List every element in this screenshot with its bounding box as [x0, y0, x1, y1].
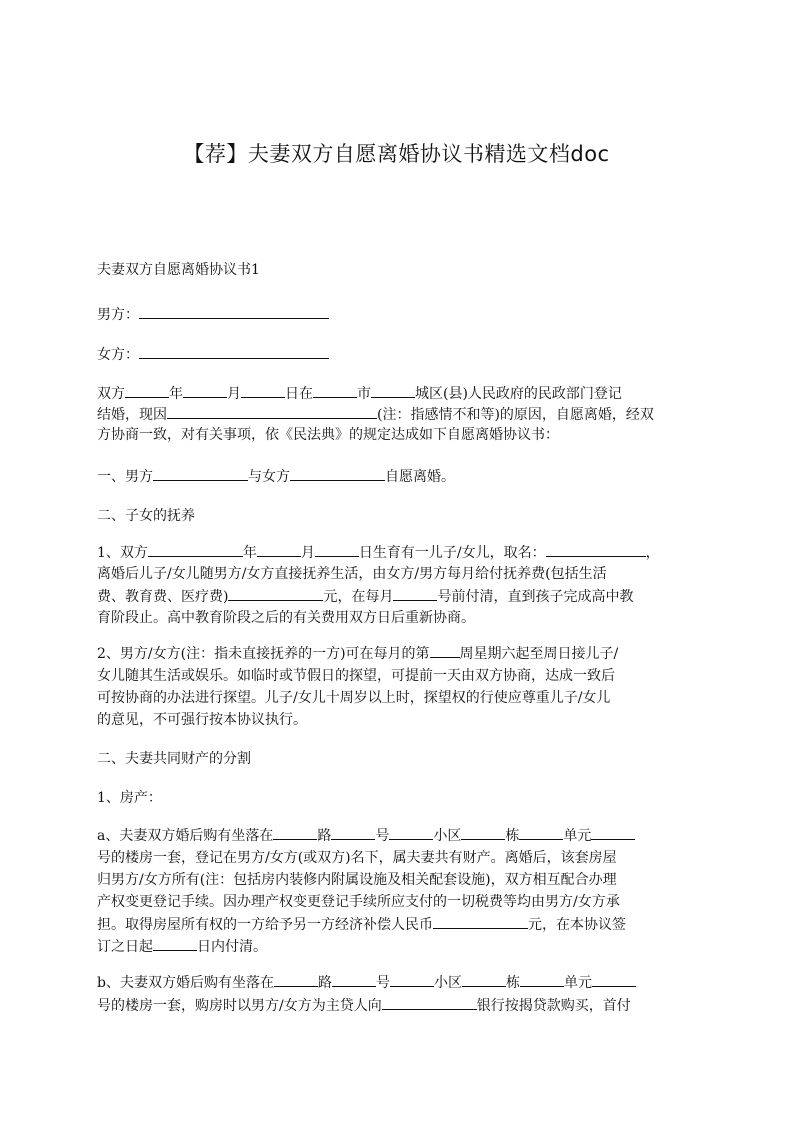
section-heading: 二、子女的抚养 — [97, 508, 195, 524]
road-blank — [273, 825, 317, 840]
agreement-heading: 夫妻双方自愿离婚协议书1 — [97, 262, 260, 278]
days-blank — [153, 936, 197, 951]
paragraph-line: 号的楼房一套，登记在男方/女方(或双方)名下，属夫妻共有财产。离婚后，该套房屋 — [97, 850, 617, 866]
paragraph-line: 订之日起 日内付清。 — [97, 936, 702, 957]
year-blank — [125, 383, 169, 398]
community-blank — [390, 972, 434, 987]
paragraph-line: 结婚，现因 (注：指感情不和等)的原因，自愿离婚，经双 — [97, 404, 702, 425]
paragraph-line: 可按协商的办法进行探望。儿子/女儿十周岁以上时，探望权的行使应尊重儿子/女儿 — [97, 690, 611, 706]
bank-blank — [382, 995, 477, 1010]
day-blank — [315, 542, 359, 557]
month-blank — [183, 383, 227, 398]
paragraph-line: b、夫妻双方婚后购有坐落在 路 号 小区 栋 单元 — [97, 972, 702, 993]
paragraph-line: 离婚后儿子/女儿随男方/女方直接抚养生活，由女方/男方每月给付抚养费(包括生活 — [97, 566, 607, 582]
room-blank — [591, 825, 635, 840]
district-blank — [371, 383, 415, 398]
number-blank — [331, 825, 375, 840]
building-blank — [461, 825, 505, 840]
year-blank — [148, 542, 243, 557]
pay-day-blank — [393, 586, 437, 601]
section-heading: 二、夫妻共同财产的分割 — [97, 751, 251, 767]
road-blank — [274, 972, 318, 987]
support-amount-blank — [228, 586, 323, 601]
document-title: 【荐】夫妻双方自愿离婚协议书精选文档doc — [183, 142, 610, 166]
paragraph-line: 的意见，不可强行按本协议执行。 — [97, 712, 307, 728]
paragraph-line: 产权变更登记手续。因办理产权变更登记手续所应支付的一切税费等均由男方/女方承 — [97, 894, 620, 910]
room-blank — [592, 972, 636, 987]
building-blank — [462, 972, 506, 987]
paragraph-line: 双方 年 月 日在 市 城区(县)人民政府的民政部门登记 — [97, 383, 702, 404]
city-blank — [313, 383, 357, 398]
day-blank — [241, 383, 285, 398]
paragraph-line: 育阶段止。高中教育阶段之后的有关费用双方日后重新协商。 — [97, 610, 475, 626]
male-label: 男方： — [97, 307, 139, 323]
paragraph-line: 1、双方 年 月 日生育有一儿子/女儿，取名： ， — [97, 542, 702, 563]
compensation-blank — [433, 914, 528, 929]
paragraph-line: 担。取得房屋所有权的一方给予另一方经济补偿人民币 元，在本协议签 — [97, 914, 702, 935]
female-name-blank — [139, 344, 329, 359]
community-blank — [389, 825, 433, 840]
female-blank — [290, 466, 385, 481]
paragraph-line: 归男方/女方所有(注：包括房内装修内附属设施及相关配套设施)，双方相互配合办理 — [97, 872, 617, 888]
male-name-blank — [139, 304, 329, 319]
month-blank — [257, 542, 301, 557]
female-party-line — [97, 344, 702, 365]
unit-blank — [520, 972, 564, 987]
male-blank — [153, 466, 248, 481]
week-blank — [430, 643, 460, 658]
child-name-blank — [546, 542, 646, 557]
male-party-line — [97, 304, 702, 325]
section-one-line: 一、男方 与女方 自愿离婚。 — [97, 466, 702, 487]
number-blank — [332, 972, 376, 987]
paragraph-line: 方协商一致，对有关事项，依《民法典》的规定达成如下自愿离婚协议书： — [97, 427, 559, 443]
paragraph-line: 女儿随其生活或娱乐。如临时或节假日的探望，可提前一天由双方协商，达成一致后 — [97, 668, 615, 684]
paragraph-line: 费、教育费、医疗费) 元，在每月 号前付清，直到孩子完成高中教 — [97, 586, 702, 607]
house-heading: 1、房产： — [97, 790, 162, 806]
female-label: 女方： — [97, 347, 139, 363]
unit-blank — [519, 825, 563, 840]
paragraph-line: 2、男方/女方(注：指未直接抚养的一方)可在每月的第 周星期六起至周日接儿子/ — [97, 643, 702, 664]
paragraph-line: 号的楼房一套，购房时以男方/女方为主贷人向 银行按揭贷款购买，首付 — [97, 995, 702, 1016]
paragraph-line: a、夫妻双方婚后购有坐落在 路 号 小区 栋 单元 — [97, 825, 702, 846]
reason-blank — [167, 404, 377, 419]
